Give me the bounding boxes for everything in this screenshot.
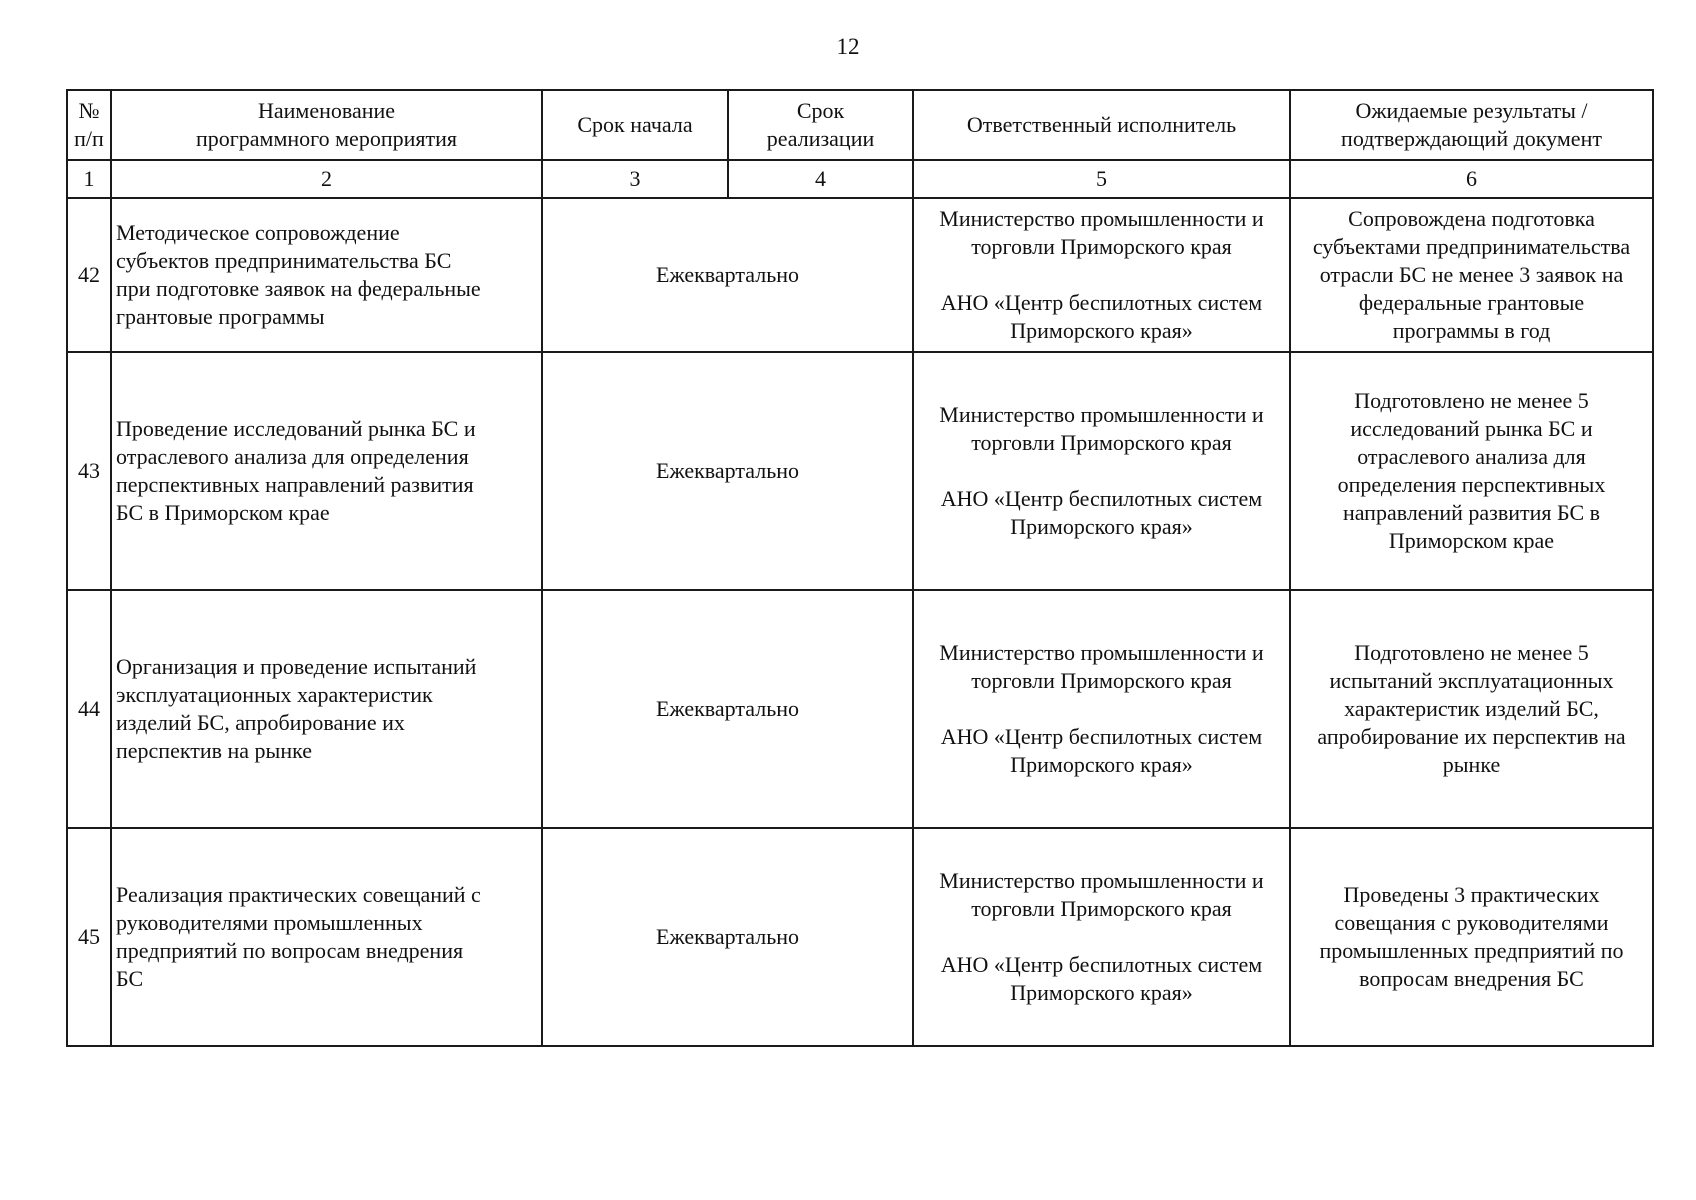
result-line: Проведены 3 практических	[1343, 882, 1600, 907]
executor-line: АНО «Центр беспилотных систем	[940, 724, 1263, 749]
executor-line: торговли Приморского края	[971, 430, 1232, 455]
row-number: 43	[67, 352, 111, 590]
result-line: определения перспективных	[1337, 472, 1606, 497]
executor-line: Министерство промышленности и	[939, 868, 1264, 893]
event-name-line: Проведение исследований рынка БС и	[116, 416, 476, 441]
event-period: Ежеквартально	[542, 828, 913, 1046]
header-name	[111, 90, 542, 160]
event-name-line: отраслевого анализа для определения	[116, 444, 469, 469]
event-name-line: перспектив на рынке	[116, 738, 313, 763]
executor-line: АНО «Центр беспилотных систем	[940, 486, 1263, 511]
result-line: исследований рынка БС и	[1350, 416, 1593, 441]
header-num-line: п/п	[74, 126, 104, 151]
event-name-line: БС	[116, 966, 144, 991]
event-result	[1290, 828, 1653, 1046]
header-name-line: программного мероприятия	[195, 126, 457, 151]
header-num-line: №	[78, 98, 100, 123]
column-number-row	[67, 160, 1653, 198]
event-name-line: предприятий по вопросам внедрения	[116, 938, 464, 963]
header-results	[1290, 90, 1653, 160]
event-result	[1290, 590, 1653, 828]
column-number: 1	[67, 160, 111, 198]
executor-line: Министерство промышленности и	[939, 640, 1264, 665]
event-name-line: грантовые программы	[116, 304, 325, 329]
executor-line: АНО «Центр беспилотных систем	[940, 290, 1263, 315]
event-executor	[913, 198, 1290, 352]
row-number: 44	[67, 590, 111, 828]
table-row	[67, 352, 1653, 590]
column-number: 4	[728, 160, 913, 198]
executor-line: торговли Приморского края	[971, 234, 1232, 259]
table-row	[67, 828, 1653, 1046]
row-number: 42	[67, 198, 111, 352]
event-name-line: БС в Приморском крае	[116, 500, 330, 525]
result-line: отрасли БС не менее 3 заявок на	[1319, 262, 1624, 287]
event-period: Ежеквартально	[542, 198, 913, 352]
result-line: субъектами предпринимательства	[1312, 234, 1631, 259]
header-executor: Ответственный исполнитель	[913, 90, 1290, 160]
result-line: совещания с руководителями	[1334, 910, 1609, 935]
result-line: Подготовлено не менее 5	[1354, 388, 1589, 413]
executor-line: торговли Приморского края	[971, 896, 1232, 921]
header-num	[67, 90, 111, 160]
header-results-line: Ожидаемые результаты /	[1355, 98, 1588, 123]
executor-spacer	[918, 695, 1285, 723]
event-name-line: эксплуатационных характеристик	[116, 682, 433, 707]
event-name-line: руководителями промышленных	[116, 910, 423, 935]
event-name	[111, 198, 542, 352]
event-name-line: изделий БС, апробирование их	[116, 710, 405, 735]
row-number: 45	[67, 828, 111, 1046]
result-line: рынке	[1442, 752, 1501, 777]
executor-line: Приморского края»	[1010, 752, 1193, 777]
result-line: характеристик изделий БС,	[1344, 696, 1599, 721]
result-line: направлений развития БС в	[1342, 500, 1601, 525]
result-line: вопросам внедрения БС	[1359, 966, 1584, 991]
event-name-line: перспективных направлений развития	[116, 472, 474, 497]
result-line: Сопровождена подготовка	[1348, 206, 1595, 231]
result-line: федеральные грантовые	[1358, 290, 1585, 315]
result-line: испытаний эксплуатационных	[1329, 668, 1614, 693]
header-results-line: подтверждающий документ	[1341, 126, 1602, 151]
executor-spacer	[918, 923, 1285, 951]
column-number: 2	[111, 160, 542, 198]
event-name-line: субъектов предпринимательства БС	[116, 248, 452, 273]
table-row	[67, 198, 1653, 352]
executor-line: Приморского края»	[1010, 514, 1193, 539]
event-executor	[913, 590, 1290, 828]
event-name-line: Организация и проведение испытаний	[116, 654, 477, 679]
result-line: промышленных предприятий по	[1319, 938, 1624, 963]
event-name-line: Методическое сопровождение	[116, 220, 400, 245]
executor-spacer	[918, 457, 1285, 485]
event-period: Ежеквартально	[542, 590, 913, 828]
program-events-table	[66, 89, 1654, 1047]
executor-line: Приморского края»	[1010, 980, 1193, 1005]
event-name-line: Реализация практических совещаний с	[116, 882, 481, 907]
result-line: отраслевого анализа для	[1357, 444, 1586, 469]
result-line: Приморском крае	[1388, 528, 1555, 553]
event-executor	[913, 828, 1290, 1046]
table-row	[67, 590, 1653, 828]
executor-line: Министерство промышленности и	[939, 402, 1264, 427]
result-line: программы в год	[1392, 318, 1551, 343]
header-term-line: Срок	[796, 98, 845, 123]
event-name	[111, 828, 542, 1046]
header-term	[728, 90, 913, 160]
header-name-line: Наименование	[257, 98, 396, 123]
event-result	[1290, 198, 1653, 352]
event-name-line: при подготовке заявок на федеральные	[116, 276, 481, 301]
executor-line: торговли Приморского края	[971, 668, 1232, 693]
executor-line: Министерство промышленности и	[939, 206, 1264, 231]
column-number: 3	[542, 160, 728, 198]
event-name	[111, 352, 542, 590]
header-term-line: реализации	[766, 126, 875, 151]
header-start: Срок начала	[542, 90, 728, 160]
executor-line: АНО «Центр беспилотных систем	[940, 952, 1263, 977]
event-name	[111, 590, 542, 828]
page-number: 12	[836, 34, 860, 59]
event-executor	[913, 352, 1290, 590]
column-number: 6	[1290, 160, 1653, 198]
event-period: Ежеквартально	[542, 352, 913, 590]
executor-line: Приморского края»	[1010, 318, 1193, 343]
event-result	[1290, 352, 1653, 590]
executor-spacer	[918, 261, 1285, 289]
result-line: апробирование их перспектив на	[1317, 724, 1626, 749]
header-row	[67, 90, 1653, 160]
column-number: 5	[913, 160, 1290, 198]
result-line: Подготовлено не менее 5	[1354, 640, 1589, 665]
